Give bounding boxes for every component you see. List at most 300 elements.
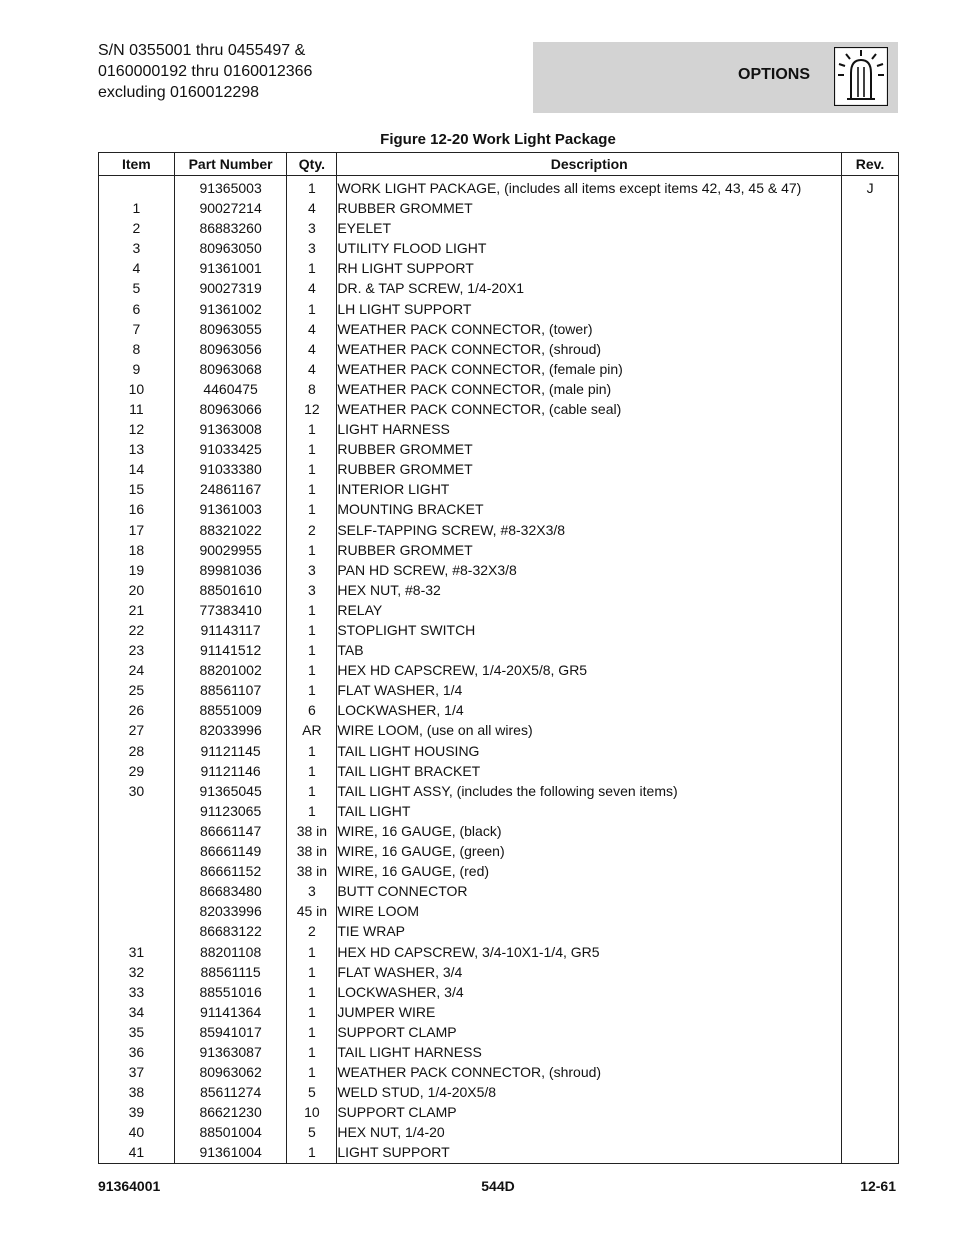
table-row [99,921,899,941]
rev-cell [842,881,899,901]
item-cell: 12 [99,419,175,439]
part-number-cell: 80963050 [174,238,287,258]
table-header-row [99,153,899,176]
table-row [99,1142,899,1163]
serial-line-3: excluding 0160012298 [98,84,260,101]
description-cell: BUTT CONNECTOR [337,881,842,901]
table-row [99,580,899,600]
rev-cell [842,741,899,761]
description-cell: FLAT WASHER, 3/4 [337,962,842,982]
col-header-part-number: Part Number [174,153,287,176]
description-cell: WEATHER PACK CONNECTOR, (shroud) [337,1062,842,1082]
part-number-cell: 88551009 [174,700,287,720]
rev-cell [842,520,899,540]
description-cell: WIRE, 16 GAUGE, (black) [337,821,842,841]
rev-cell [842,841,899,861]
qty-cell: 4 [287,278,337,298]
part-number-cell: 88561107 [174,680,287,700]
part-number-cell: 91361004 [174,1142,287,1163]
rev-cell [842,1042,899,1062]
rev-cell [842,439,899,459]
description-cell: LH LIGHT SUPPORT [337,298,842,318]
qty-cell: 1 [287,801,337,821]
item-cell: 24 [99,660,175,680]
qty-cell: 1 [287,781,337,801]
qty-cell: 8 [287,379,337,399]
item-cell: 29 [99,761,175,781]
description-cell: MOUNTING BRACKET [337,499,842,519]
table-row [99,560,899,580]
qty-cell: 4 [287,359,337,379]
table-row [99,499,899,519]
item-cell [99,921,175,941]
rev-cell [842,580,899,600]
item-cell: 31 [99,941,175,961]
rev-cell [842,1022,899,1042]
qty-cell: 1 [287,620,337,640]
description-cell: LIGHT SUPPORT [337,1142,842,1163]
table-row [99,1042,899,1062]
rev-cell [842,1142,899,1163]
rev-cell [842,861,899,881]
item-cell: 36 [99,1042,175,1062]
description-cell: WIRE, 16 GAUGE, (green) [337,841,842,861]
table-row [99,821,899,841]
qty-cell: 1 [287,1002,337,1022]
description-cell: EYELET [337,218,842,238]
description-cell: HEX NUT, #8-32 [337,580,842,600]
part-number-cell: 91363087 [174,1042,287,1062]
rev-cell [842,359,899,379]
item-cell: 10 [99,379,175,399]
qty-cell: 1 [287,761,337,781]
part-number-cell: 88501610 [174,580,287,600]
qty-cell: 38 in [287,841,337,861]
description-cell: WORK LIGHT PACKAGE, (includes all items except items 42, 43, 45 & 47) [337,176,842,199]
part-number-cell: 91361002 [174,298,287,318]
part-number-cell: 86621230 [174,1102,287,1122]
description-cell: WEATHER PACK CONNECTOR, (cable seal) [337,399,842,419]
rev-cell [842,700,899,720]
description-cell: RUBBER GROMMET [337,439,842,459]
description-cell: HEX NUT, 1/4-20 [337,1122,842,1142]
table-row [99,238,899,258]
serial-number-block [98,40,312,103]
table-row [99,640,899,660]
table-row [99,600,899,620]
rev-cell [842,921,899,941]
rev-cell [842,1062,899,1082]
footer-model: 544D [481,1178,515,1194]
item-cell: 17 [99,520,175,540]
qty-cell: 5 [287,1082,337,1102]
rev-cell [842,1122,899,1142]
item-cell: 16 [99,499,175,519]
qty-cell: 1 [287,459,337,479]
col-header-rev: Rev. [842,153,899,176]
qty-cell: 1 [287,1062,337,1082]
table-row [99,198,899,218]
item-cell [99,801,175,821]
rev-cell [842,680,899,700]
item-cell: 3 [99,238,175,258]
part-number-cell: 91361003 [174,499,287,519]
qty-cell: 1 [287,258,337,278]
part-number-cell: 82033996 [174,720,287,740]
table-row [99,278,899,298]
col-header-item: Item [99,153,175,176]
item-cell: 35 [99,1022,175,1042]
qty-cell: 45 in [287,901,337,921]
item-cell: 1 [99,198,175,218]
table-row [99,620,899,640]
rev-cell [842,781,899,801]
table-row [99,520,899,540]
qty-cell: 10 [287,1102,337,1122]
rev-cell [842,379,899,399]
rev-cell [842,1102,899,1122]
description-cell: RUBBER GROMMET [337,198,842,218]
part-number-cell: 80963062 [174,1062,287,1082]
description-cell: TAIL LIGHT ASSY, (includes the following seven items) [337,781,842,801]
rev-cell [842,238,899,258]
part-number-cell: 91143117 [174,620,287,640]
rev-cell [842,761,899,781]
table-row [99,761,899,781]
description-cell: SELF-TAPPING SCREW, #8-32X3/8 [337,520,842,540]
description-cell: SUPPORT CLAMP [337,1102,842,1122]
qty-cell: 3 [287,218,337,238]
item-cell: 40 [99,1122,175,1142]
description-cell: WIRE LOOM, (use on all wires) [337,720,842,740]
description-cell: SUPPORT CLAMP [337,1022,842,1042]
part-number-cell: 80963056 [174,339,287,359]
item-cell: 15 [99,479,175,499]
description-cell: RUBBER GROMMET [337,540,842,560]
rev-cell [842,801,899,821]
part-number-cell: 91363008 [174,419,287,439]
item-cell [99,176,175,199]
qty-cell: 1 [287,419,337,439]
part-number-cell: 86661152 [174,861,287,881]
table-row [99,700,899,720]
qty-cell: 3 [287,238,337,258]
qty-cell: 1 [287,1042,337,1062]
description-cell: TAIL LIGHT [337,801,842,821]
qty-cell: 1 [287,962,337,982]
rev-cell [842,198,899,218]
table-row [99,399,899,419]
description-cell: FLAT WASHER, 1/4 [337,680,842,700]
part-number-cell: 91365003 [174,176,287,199]
item-cell: 41 [99,1142,175,1163]
serial-line-2: 0160000192 thru 0160012366 [98,63,313,80]
part-number-cell: 91033380 [174,459,287,479]
description-cell: DR. & TAP SCREW, 1/4-20X1 [337,278,842,298]
rev-cell [842,419,899,439]
table-row [99,941,899,961]
col-header-qty: Qty. [287,153,337,176]
qty-cell: 4 [287,319,337,339]
description-cell: RH LIGHT SUPPORT [337,258,842,278]
qty-cell: 3 [287,560,337,580]
table-row [99,339,899,359]
qty-cell: 1 [287,1022,337,1042]
item-cell: 4 [99,258,175,278]
description-cell: LOCKWASHER, 1/4 [337,700,842,720]
qty-cell: 1 [287,982,337,1002]
serial-line-1: S/N 0355001 thru 0455497 & [98,42,306,59]
table-row [99,660,899,680]
item-cell: 34 [99,1002,175,1022]
part-number-cell: 85611274 [174,1082,287,1102]
item-cell [99,841,175,861]
description-cell: TAIL LIGHT HARNESS [337,1042,842,1062]
item-cell: 2 [99,218,175,238]
table-row [99,881,899,901]
qty-cell: 1 [287,439,337,459]
part-number-cell: 88561115 [174,962,287,982]
table-row [99,298,899,318]
item-cell [99,881,175,901]
item-cell: 8 [99,339,175,359]
part-number-cell: 91365045 [174,781,287,801]
part-number-cell: 91141364 [174,1002,287,1022]
part-number-cell: 77383410 [174,600,287,620]
item-cell: 32 [99,962,175,982]
table-row [99,1062,899,1082]
item-cell: 18 [99,540,175,560]
col-header-description: Description [337,153,842,176]
item-cell: 22 [99,620,175,640]
table-row [99,801,899,821]
rev-cell [842,278,899,298]
rev-cell [842,660,899,680]
footer-doc-number: 91364001 [98,1178,161,1194]
qty-cell: 1 [287,741,337,761]
table-row [99,901,899,921]
description-cell: STOPLIGHT SWITCH [337,620,842,640]
table-row [99,176,899,199]
description-cell: WIRE LOOM [337,901,842,921]
item-cell [99,861,175,881]
rev-cell [842,941,899,961]
part-number-cell: 80963055 [174,319,287,339]
part-number-cell: 90027214 [174,198,287,218]
part-number-cell: 88321022 [174,520,287,540]
rev-cell [842,901,899,921]
qty-cell: 3 [287,580,337,600]
item-cell: 5 [99,278,175,298]
qty-cell: 1 [287,600,337,620]
description-cell: RUBBER GROMMET [337,459,842,479]
qty-cell: 6 [287,700,337,720]
part-number-cell: 86683122 [174,921,287,941]
item-cell: 30 [99,781,175,801]
table-row [99,419,899,439]
table-row [99,1002,899,1022]
part-number-cell: 88501004 [174,1122,287,1142]
item-cell: 6 [99,298,175,318]
parts-table-body [99,176,899,1164]
rev-cell [842,459,899,479]
rev-cell [842,319,899,339]
description-cell: LOCKWASHER, 3/4 [337,982,842,1002]
table-row [99,982,899,1002]
rev-cell [842,962,899,982]
item-cell: 20 [99,580,175,600]
qty-cell: 5 [287,1122,337,1142]
rev-cell [842,620,899,640]
table-row [99,218,899,238]
qty-cell: 3 [287,881,337,901]
rev-cell [842,640,899,660]
rev-cell [842,1002,899,1022]
part-number-cell: 91033425 [174,439,287,459]
table-row [99,459,899,479]
rev-cell [842,821,899,841]
table-row [99,841,899,861]
item-cell: 27 [99,720,175,740]
item-cell: 19 [99,560,175,580]
qty-cell: 4 [287,339,337,359]
part-number-cell: 91123065 [174,801,287,821]
table-row [99,680,899,700]
qty-cell: 38 in [287,861,337,881]
table-row [99,1102,899,1122]
table-row [99,379,899,399]
table-row [99,1022,899,1042]
section-label: OPTIONS [738,66,811,83]
description-cell: WELD STUD, 1/4-20X5/8 [337,1082,842,1102]
table-row [99,439,899,459]
item-cell: 26 [99,700,175,720]
qty-cell: 12 [287,399,337,419]
part-number-cell: 88551016 [174,982,287,1002]
rev-cell [842,218,899,238]
table-row [99,258,899,278]
part-number-cell: 89981036 [174,560,287,580]
description-cell: WEATHER PACK CONNECTOR, (female pin) [337,359,842,379]
item-cell: 21 [99,600,175,620]
rev-cell [842,560,899,580]
description-cell: LIGHT HARNESS [337,419,842,439]
table-row [99,720,899,740]
description-cell: UTILITY FLOOD LIGHT [337,238,842,258]
rev-cell [842,499,899,519]
rev-cell [842,982,899,1002]
rev-cell [842,720,899,740]
table-row [99,861,899,881]
description-cell: RELAY [337,600,842,620]
description-cell: TAIL LIGHT HOUSING [337,741,842,761]
rev-cell [842,339,899,359]
qty-cell: 2 [287,520,337,540]
parts-table [98,152,899,1164]
qty-cell: 1 [287,660,337,680]
description-cell: INTERIOR LIGHT [337,479,842,499]
part-number-cell: 90027319 [174,278,287,298]
part-number-cell: 86661149 [174,841,287,861]
part-number-cell: 4460475 [174,379,287,399]
qty-cell: 38 in [287,821,337,841]
qty-cell: 1 [287,298,337,318]
rev-cell [842,540,899,560]
table-row [99,962,899,982]
rev-cell [842,399,899,419]
description-cell: WEATHER PACK CONNECTOR, (shroud) [337,339,842,359]
rev-cell: J [842,176,899,199]
item-cell: 9 [99,359,175,379]
part-number-cell: 82033996 [174,901,287,921]
description-cell: TIE WRAP [337,921,842,941]
description-cell: PAN HD SCREW, #8-32X3/8 [337,560,842,580]
description-cell: WEATHER PACK CONNECTOR, (tower) [337,319,842,339]
qty-cell: 1 [287,640,337,660]
qty-cell: 1 [287,499,337,519]
qty-cell: 1 [287,680,337,700]
qty-cell: 2 [287,921,337,941]
qty-cell: 1 [287,1142,337,1163]
part-number-cell: 91121146 [174,761,287,781]
table-row [99,319,899,339]
item-cell: 7 [99,319,175,339]
description-cell: TAB [337,640,842,660]
description-cell: TAIL LIGHT BRACKET [337,761,842,781]
item-cell: 28 [99,741,175,761]
figure-title: Figure 12-20 Work Light Package [380,131,616,148]
part-number-cell: 85941017 [174,1022,287,1042]
rev-cell [842,1082,899,1102]
qty-cell: 4 [287,198,337,218]
table-row [99,540,899,560]
part-number-cell: 86661147 [174,821,287,841]
item-cell: 38 [99,1082,175,1102]
item-cell: 33 [99,982,175,1002]
part-number-cell: 88201002 [174,660,287,680]
item-cell [99,901,175,921]
table-row [99,781,899,801]
item-cell: 11 [99,399,175,419]
rev-cell [842,600,899,620]
qty-cell: 1 [287,479,337,499]
rev-cell [842,258,899,278]
part-number-cell: 91361001 [174,258,287,278]
part-number-cell: 24861167 [174,479,287,499]
table-row [99,1122,899,1142]
section-tab [533,42,898,113]
description-cell: HEX HD CAPSCREW, 1/4-20X5/8, GR5 [337,660,842,680]
description-cell: HEX HD CAPSCREW, 3/4-10X1-1/4, GR5 [337,941,842,961]
item-cell: 39 [99,1102,175,1122]
part-number-cell: 88201108 [174,941,287,961]
part-number-cell: 86883260 [174,218,287,238]
table-row [99,479,899,499]
item-cell: 13 [99,439,175,459]
part-number-cell: 80963066 [174,399,287,419]
table-row [99,359,899,379]
work-light-icon [834,47,888,106]
item-cell: 23 [99,640,175,660]
part-number-cell: 90029955 [174,540,287,560]
item-cell [99,821,175,841]
part-number-cell: 91121145 [174,741,287,761]
part-number-cell: 91141512 [174,640,287,660]
qty-cell: 1 [287,176,337,199]
item-cell: 37 [99,1062,175,1082]
qty-cell: 1 [287,941,337,961]
qty-cell: 1 [287,540,337,560]
